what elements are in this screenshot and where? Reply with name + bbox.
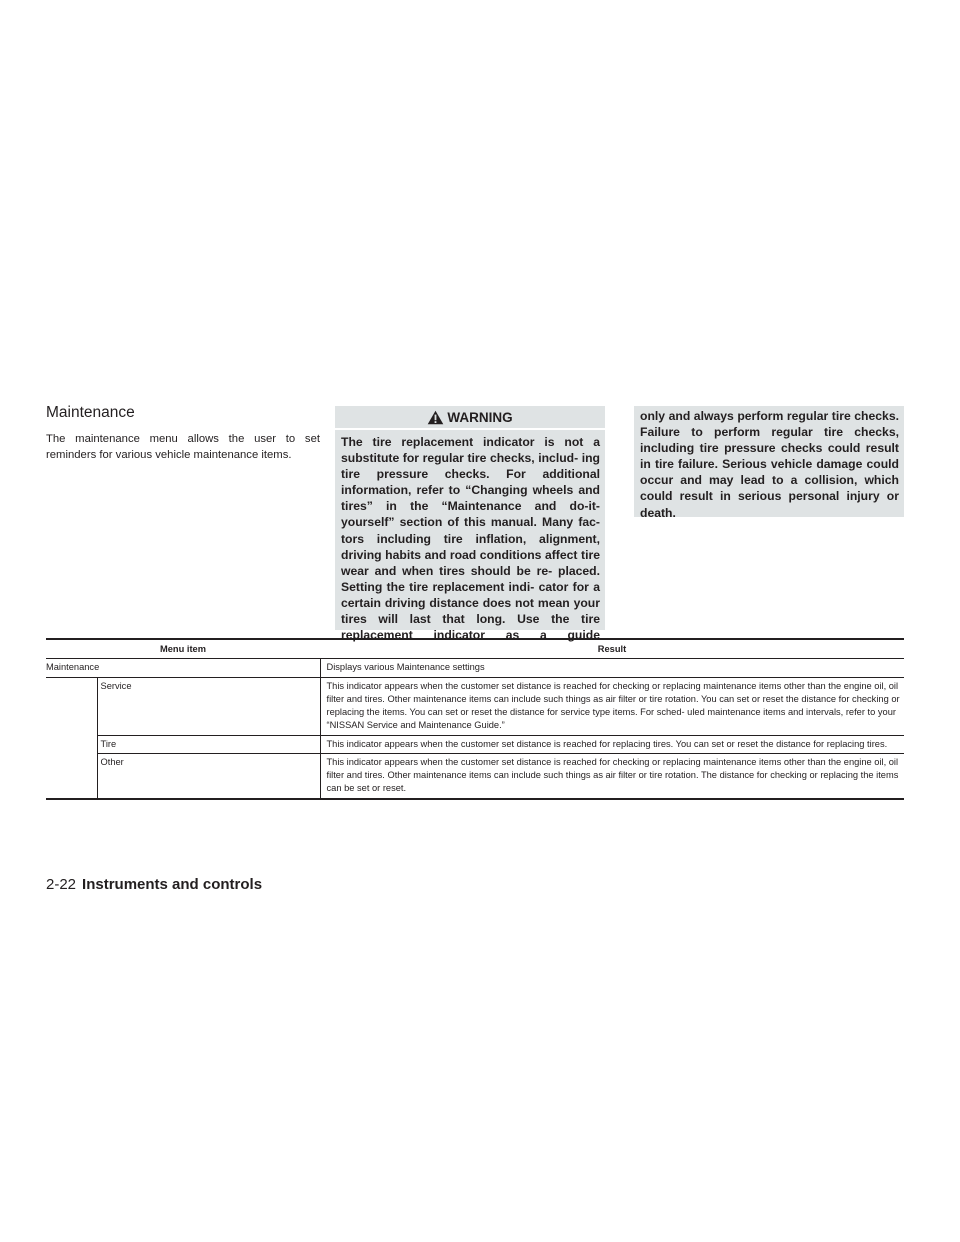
table-row <box>46 754 904 799</box>
warning-box <box>335 406 605 643</box>
warning-box-continued <box>634 406 904 520</box>
row-result-other <box>320 754 904 799</box>
warning-triangle-icon <box>427 410 444 425</box>
row-result-tire <box>320 735 904 754</box>
other-result-text: This indicator appears when the customer set distance is reached for checking or replacing maintenance items other than the engine oil, oil filter and tires. Other maintenance items can include such things as air filter or tire rotation. The distance for checking or replacing the items can be set or reset. <box>326 757 899 794</box>
header-result: Result <box>320 639 904 659</box>
row-item-other: Other <box>97 754 320 799</box>
indent-cell <box>46 677 97 799</box>
row-result-service <box>320 677 904 735</box>
row-result-maintenance: Displays various Maintenance settings <box>320 659 904 678</box>
warning-text-right: only and always perform regular tire checks. Failure to perform regular tire checks, including tire pressure checks could result in tire failure. Serious vehicle damage could occur and may lead to a collision, which could result in serious personal injury or death. <box>640 409 899 520</box>
section-title: Maintenance <box>46 404 135 421</box>
table-row <box>46 735 904 754</box>
table-row <box>46 659 904 678</box>
intro-paragraph: The maintenance menu allows the user to set reminders for various vehicle maintenance items. <box>46 433 320 461</box>
warning-header <box>335 406 605 430</box>
warning-text-left: The tire replacement indicator is not a substitute for regular tire checks, includ- ing tire pressure checks. For additional information, refer to “Changing wheels and tires” in the “Maintenance and do-it- yourself” section of this manual. Many fac- tors including tire inflation, alignment, driving habits and road conditions affect tire wear and when tires should be re- placed. Setting the tire replacement indi- cator for a certain driving distance does not mean your tires will last that long. Use the tire replacement indicator as a guide <box>341 435 600 643</box>
table-header-row <box>46 639 904 659</box>
row-item-maintenance: Maintenance <box>46 659 320 678</box>
table-row <box>46 677 904 735</box>
page-number: 2-22 <box>46 876 77 893</box>
header-menu-item: Menu item <box>46 639 320 659</box>
tire-result-text: This indicator appears when the customer set distance is reached for replacing tires. You can set or reset the distance for replacing tires. <box>326 738 888 749</box>
chapter-title: Instruments and controls <box>82 876 263 893</box>
service-result-text: This indicator appears when the customer set distance is reached for checking or replacing maintenance items other than the engine oil, oil filter and tires. Other maintenance items can include such things as air filter or tire rotation. You can set or reset the distance for checking or replacing the items. You can set or reset the distance for service type items. For sched- uled maintenance items and intervals, refer to your “NISSAN Service and Maintenance Guide.” <box>326 680 900 730</box>
maintenance-menu-table <box>46 638 904 800</box>
warning-heading: WARNING <box>447 409 513 425</box>
row-item-tire: Tire <box>97 735 320 754</box>
row-item-service: Service <box>97 677 320 735</box>
page-footer <box>46 876 262 893</box>
maintenance-table-wrapper <box>46 638 904 800</box>
